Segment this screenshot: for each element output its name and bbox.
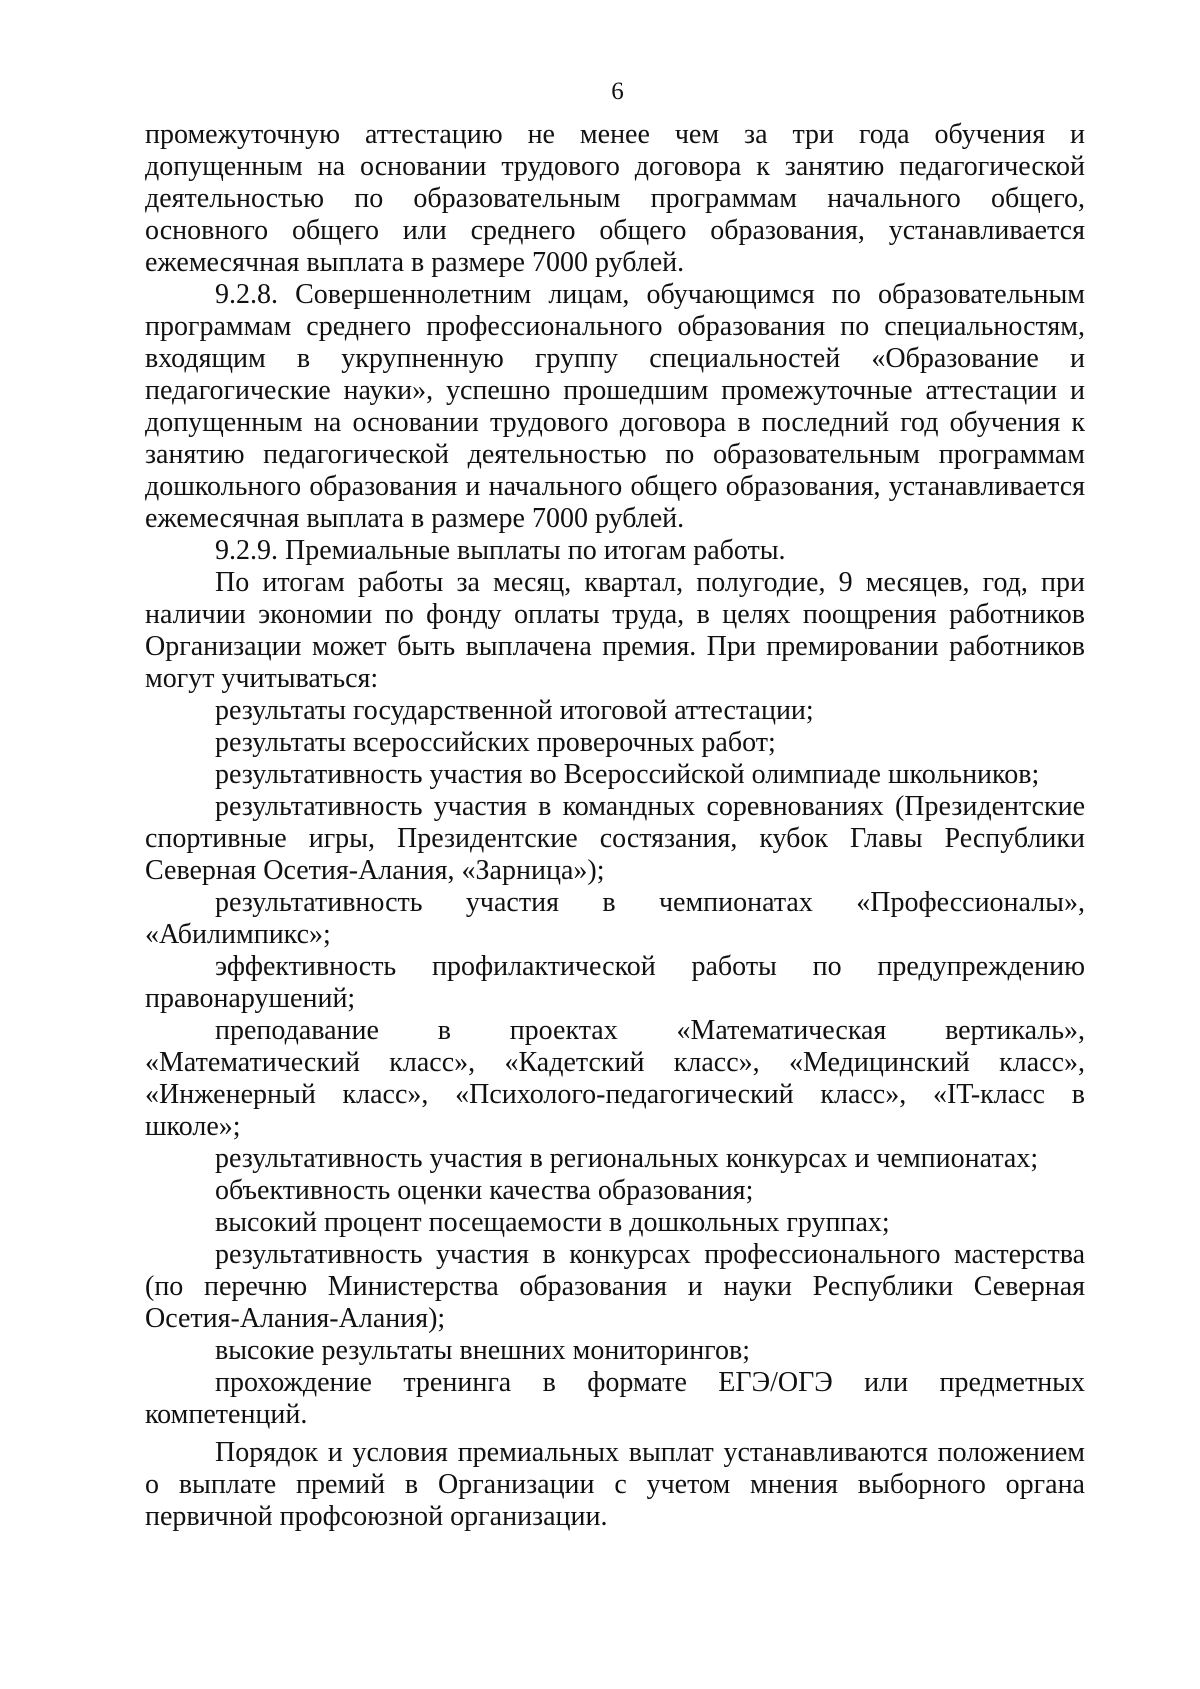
list-item: результаты государственной итоговой аттестации;	[215, 695, 814, 726]
list-item: преподавание в проектах «Математическая вертикаль», «Математический класс», «Кадетский класс», «Медицинский класс», «Инженерный класс», «Психолого-педагогический класс», «IT-класс в школе»;	[145, 1015, 1085, 1142]
paragraph-procedure: Порядок и условия премиальных выплат устанавливаются положением о выплате премий в Организации с учетом мнения выборного органа первичной профсоюзной организации.	[145, 1437, 1085, 1532]
paragraph-continuation: промежуточную аттестацию не менее чем за три года обучения и допущенным на основании трудового договора к занятию педагогической деятельностью по образовательным программам начального общего, основного общего или среднего общего образования, устанавливается ежемесячная выплата в размере 7000 рублей.	[145, 119, 1085, 278]
list-item: результаты всероссийских проверочных работ;	[215, 727, 776, 758]
page-number: 6	[611, 78, 624, 105]
list-item: результативность участия в конкурсах профессионального мастерства (по перечню Министерства образования и науки Республики Северная Осетия-Алания-Алания);	[145, 1239, 1085, 1334]
list-item: результативность участия в региональных конкурсах и чемпионатах;	[215, 1143, 1039, 1174]
list-item: прохождение тренинга в формате ЕГЭ/ОГЭ или предметных компетенций.	[145, 1367, 1085, 1430]
paragraph-9-2-8: 9.2.8. Совершеннолетним лицам, обучающимся по образовательным программам среднего профессионального образования по специальностям, входящим в укрупненную группу специальностей «Образование и педагогические науки», успешно прошедшим промежуточные аттестации и допущенным на основании трудового договора в последний год обучения к занятию педагогической деятельностью по образовательным программам дошкольного образования и начального общего образования, устанавливается ежемесячная выплата в размере 7000 рублей.	[145, 279, 1085, 534]
list-item: объективность оценки качества образования;	[215, 1175, 754, 1206]
paragraph-bonus-intro: По итогам работы за месяц, квартал, полугодие, 9 месяцев, год, при наличии экономии по фонду оплаты труда, в целях поощрения работников Организации может быть выплачена премия. При премировании работников могут учитываться:	[145, 567, 1085, 694]
list-item: высокий процент посещаемости в дошкольных группах;	[215, 1207, 890, 1238]
list-item: результативность участия в чемпионатах «Профессионалы», «Абилимпикс»;	[145, 887, 1085, 950]
list-item: результативность участия в командных соревнованиях (Президентские спортивные игры, Президентские состязания, кубок Главы Республики Северная Осетия-Алания, «Зарница»);	[145, 791, 1085, 886]
document-body	[145, 119, 1085, 1533]
paragraph-9-2-9-heading: 9.2.9. Премиальные выплаты по итогам работы.	[215, 535, 786, 566]
list-item: результативность участия во Всероссийской олимпиаде школьников;	[215, 759, 1040, 790]
list-item: эффективность профилактической работы по предупреждению правонарушений;	[145, 951, 1085, 1014]
list-item: высокие результаты внешних мониторингов;	[215, 1335, 750, 1366]
